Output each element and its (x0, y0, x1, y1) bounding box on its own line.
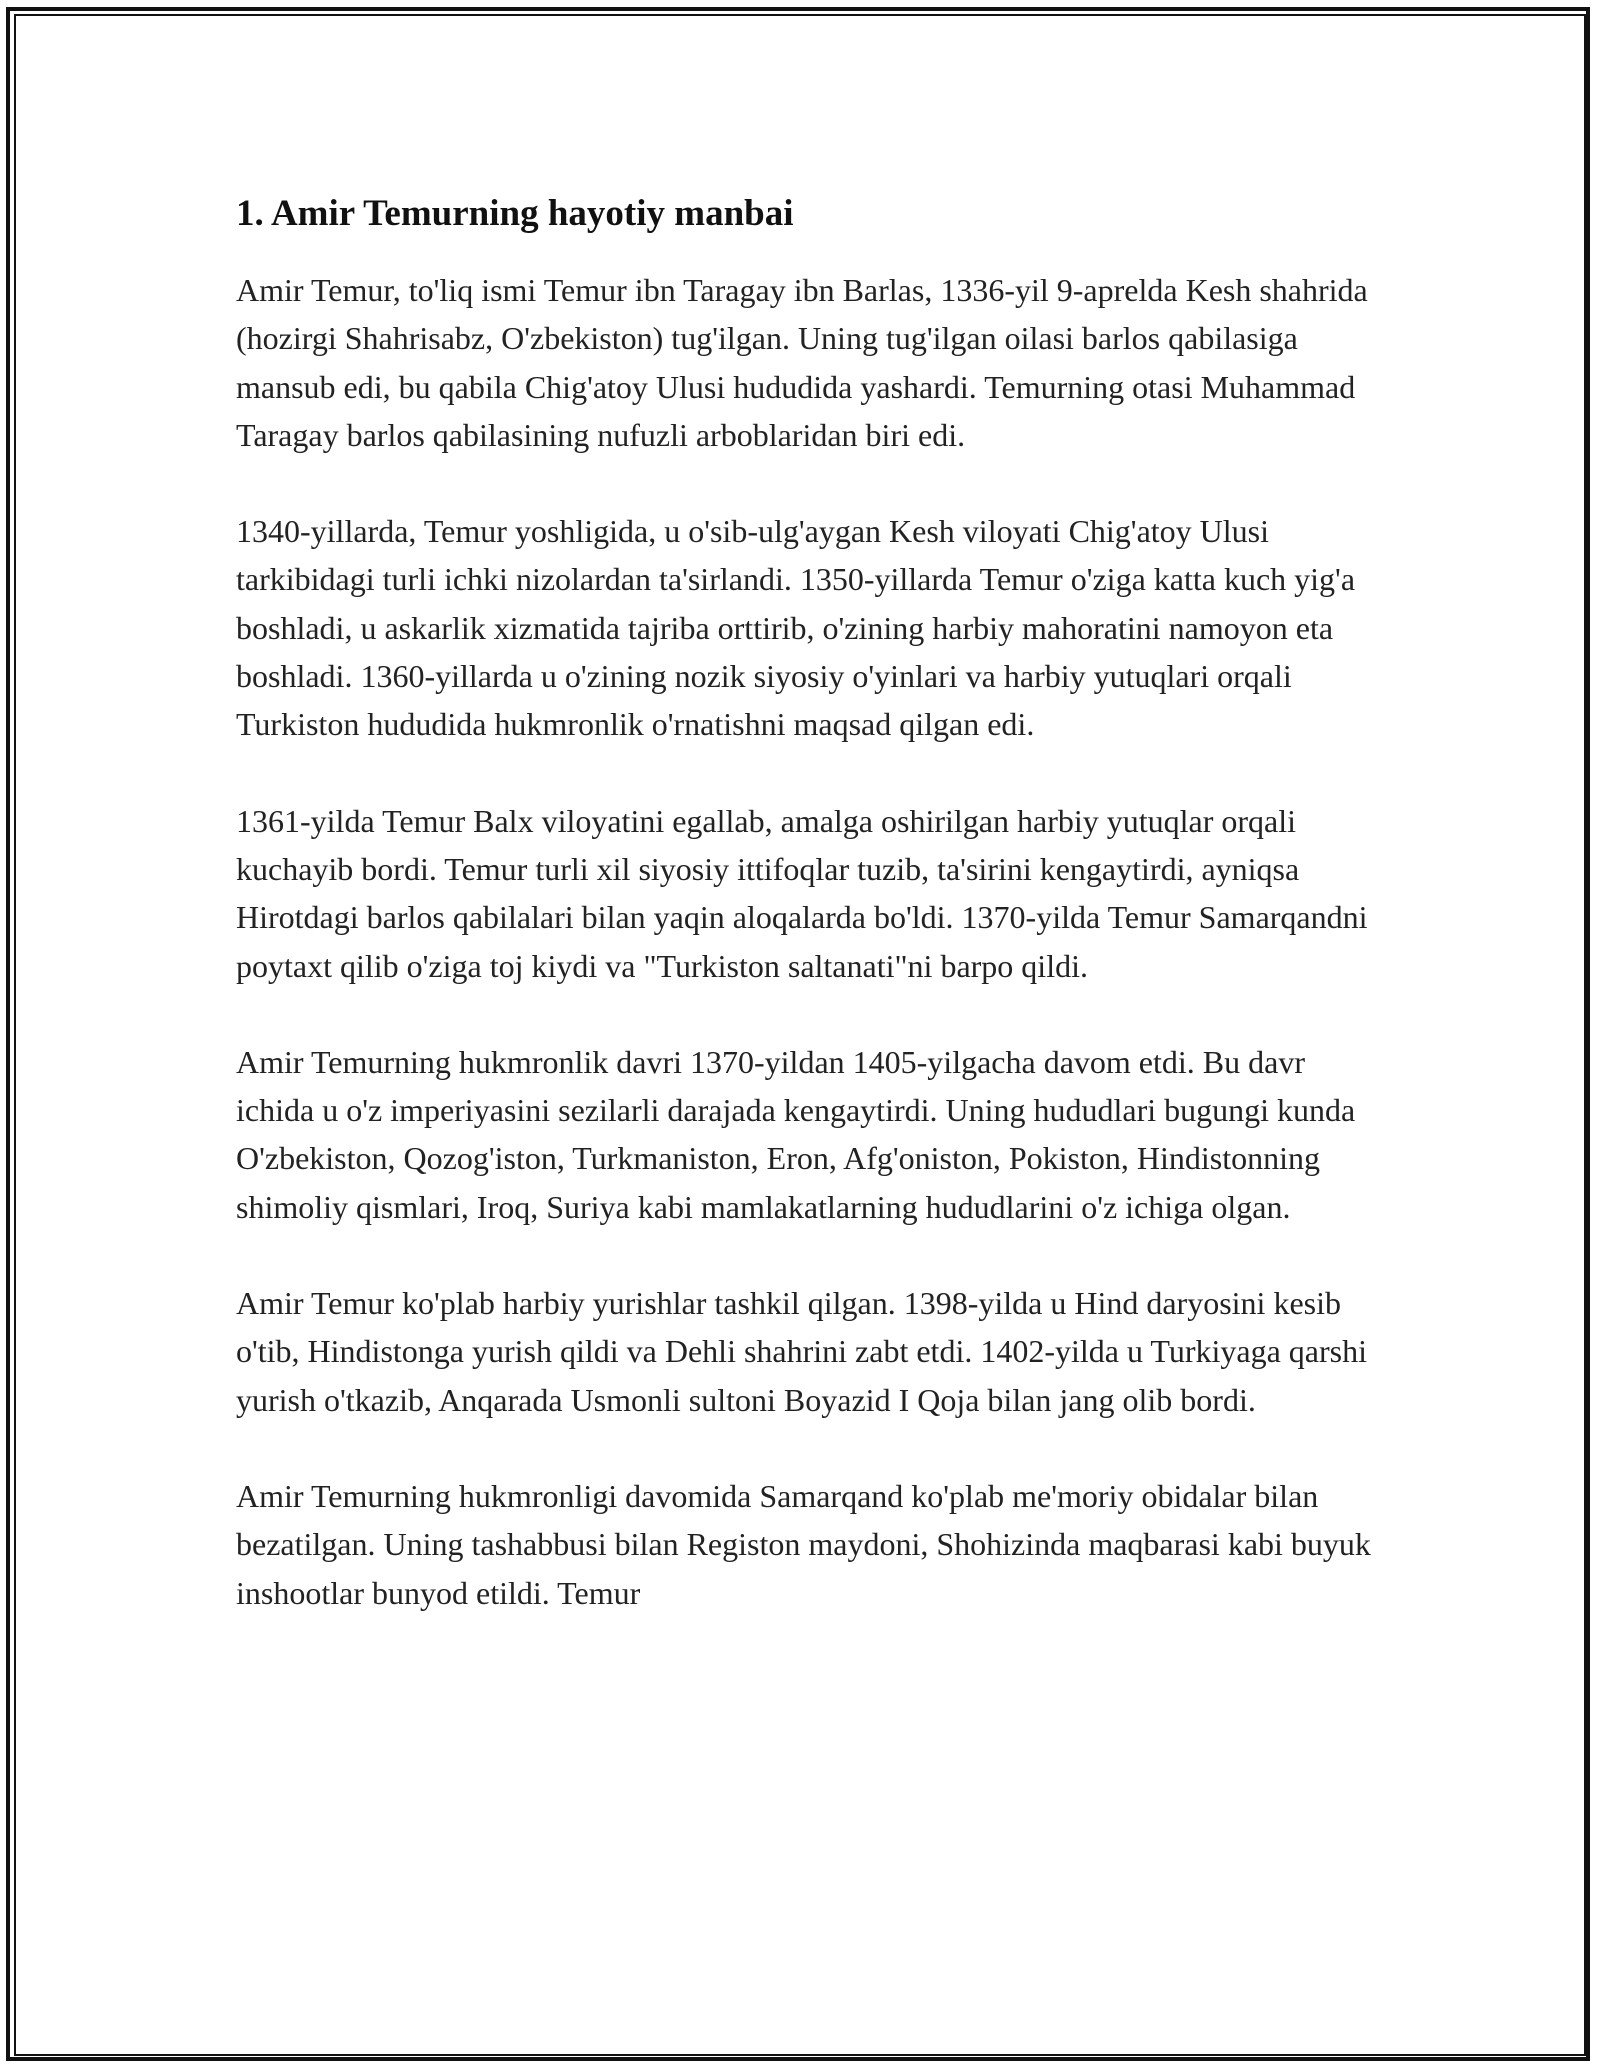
paragraph-4: Amir Temurning hukmronlik davri 1370-yildan 1405-yilgacha davom etdi. Bu davr ichida u o'z imperiyasini sezilarli darajada kengaytirdi. Uning hududlari bugungi kunda O'zbekiston, Qozog'iston, Turkmaniston, Eron, Afg'oniston, Pokiston, Hindistonning shimoliy qismlari, Iroq, Suriya kabi mamlakatlarning hududlarini o'z ichiga olgan. (236, 1043, 1356, 1225)
paragraph-2: 1340-yillarda, Temur yoshligida, u o'sib-ulg'aygan Kesh viloyati Chig'atoy Ulusi tarkibidagi turli ichki nizolardan ta'sirlandi. 1350-yillarda Temur o'ziga katta kuch yig'a boshladi, u askarlik xizmatida tajriba orttirib, o'zining harbiy mahoratini namoyon eta boshladi. 1360-yillarda u o'zining nozik siyosiy o'yinlari va harbiy yutuqlari orqali Turkiston hududida hukmronlik o'rnatishni maqsad qilgan edi. (236, 513, 1356, 743)
document-body (236, 186, 1386, 1617)
section-title: 1. Amir Temurning hayotiy manbai (236, 193, 794, 234)
paragraph-1: Amir Temur, to'liq ismi Temur ibn Taragay ibn Barlas, 1336-yil 9-aprelda Kesh shahrida (hozirgi Shahrisabz, O'zbekiston) tug'ilgan. Uning tug'ilgan oilasi barlos qabilasiga mansub edi, bu qabila Chig'atoy Ulusi hududida yashardi. Temurning otasi Muhammad Taragay barlos qabilasining nufuzli arboblaridan biri edi. (236, 272, 1368, 453)
paragraph-5: Amir Temur ko'plab harbiy yurishlar tashkil qilgan. 1398-yilda u Hind daryosini kesib o'tib, Hindistonga yurish qildi va Dehli shahrini zabt etdi. 1402-yilda u Turkiyaga qarshi yurish o'tkazib, Anqarada Usmonli sultoni Boyazid I Qoja bilan jang olib bordi. (236, 1285, 1367, 1418)
paragraph-3: 1361-yilda Temur Balx viloyatini egallab, amalga oshirilgan harbiy yutuqlar orqali kuchayib bordi. Temur turli xil siyosiy ittifoqlar tuzib, ta'sirini kengaytirdi, ayniqsa Hirotdagi barlos qabilalari bilan yaqin aloqalarda bo'ldi. 1370-yilda Temur Samarqandni poytaxt qilib o'ziga toj kiydi va "Turkiston saltanati"ni barpo qildi. (236, 802, 1368, 984)
paragraph-6: Amir Temurning hukmronligi davomida Samarqand ko'plab me'moriy obidalar bilan bezatilgan. Uning tashabbusi bilan Registon maydoni, Shohizinda maqbarasi kabi buyuk inshootlar bunyod etildi. Temur (236, 1477, 1371, 1611)
